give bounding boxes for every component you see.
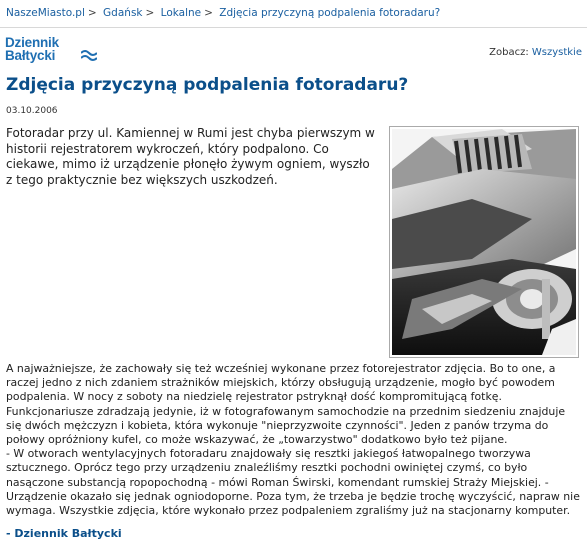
article-signature[interactable]: - Dziennik Bałtycki	[6, 527, 122, 540]
article-photo[interactable]	[389, 126, 579, 358]
article-body	[6, 362, 582, 518]
article-paragraph: A najważniejsze, że zachowały się też wcześniej wykonane przez fotorejestrator zdjęcia. Bo to one, a raczej jedno z nich zdaniem strażników miejskich, którzy obsługują urządzenie, mogło być powodem podpalenia. W nocy z soboty na niedzielę rejestrator pstryknął dość kompromitującą fotkę.	[6, 362, 556, 404]
wave-icon	[81, 49, 97, 61]
breadcrumb-link-section[interactable]: Lokalne	[160, 7, 202, 19]
logo-line-1: Dziennik	[5, 35, 59, 50]
see-all-link[interactable]: Wszystkie	[531, 47, 582, 58]
see-also-label: Zobacz:	[489, 47, 529, 58]
article-paragraph: Funkcjonariusze zdradzają jedynie, iż w fotografowanym samochodzie na przednim siedzeniu znajduje się dwóch mężczyzn i kobieta, która wykonuje "nieprzyzwoite czynności". Jeden z panów trzyma do połowy opróżniony kufel, co może wskazywać, że „towarzystwo" dodatkowo było też pijane.	[6, 404, 566, 447]
breadcrumb: NaszeMiasto.pl > Gdańsk > Lokalne > Zdjęcia przyczyną podpalenia fotoradaru?	[6, 7, 441, 19]
article-date: 03.10.2006	[6, 106, 58, 116]
see-also	[489, 47, 582, 58]
header-divider	[0, 27, 587, 28]
breadcrumb-link-city[interactable]: Gdańsk	[103, 7, 143, 19]
logo-line-2: Bałtycki	[5, 48, 56, 63]
article-title: Zdjęcia przyczyną podpalenia fotoradaru?	[6, 75, 409, 95]
dziennik-baltycki-logo[interactable]	[5, 36, 59, 62]
speed-camera-photo	[392, 129, 576, 355]
article-paragraph: - W otworach wentylacyjnych fotoradaru znajdowały się resztki jakiegoś łatwopalnego tworzywa sztucznego. Oprócz tego przy urządzeniu znaleźliśmy resztki pochodni owiniętej czymś, co było nasączone substancją ropopochodną - mówi Roman Świrski, komendant rumskiej Straży Miejskiej. - Urządzenie okazało się jednak ogniodoporne. Poza tym, że trzeba je będzie trochę wyczyścić, napraw nie wymaga. Wszystkie zdjęcia, które wykonało przez podpaleniem zgraliśmy już na stacjonarny komputer.	[6, 447, 580, 518]
breadcrumb-current[interactable]: Zdjęcia przyczyną podpalenia fotoradaru?	[219, 7, 441, 19]
article-lead: Fotoradar przy ul. Kamiennej w Rumi jest chyba pierwszym w historii rejestratorem wykroczeń, który podpalono. Co ciekawe, mimo iż urządzenie płonęło żywym ogniem, wyszło z tego praktycznie bez większych uszkodzeń.	[6, 126, 375, 187]
breadcrumb-link-home[interactable]: NaszeMiasto.pl	[6, 7, 85, 19]
